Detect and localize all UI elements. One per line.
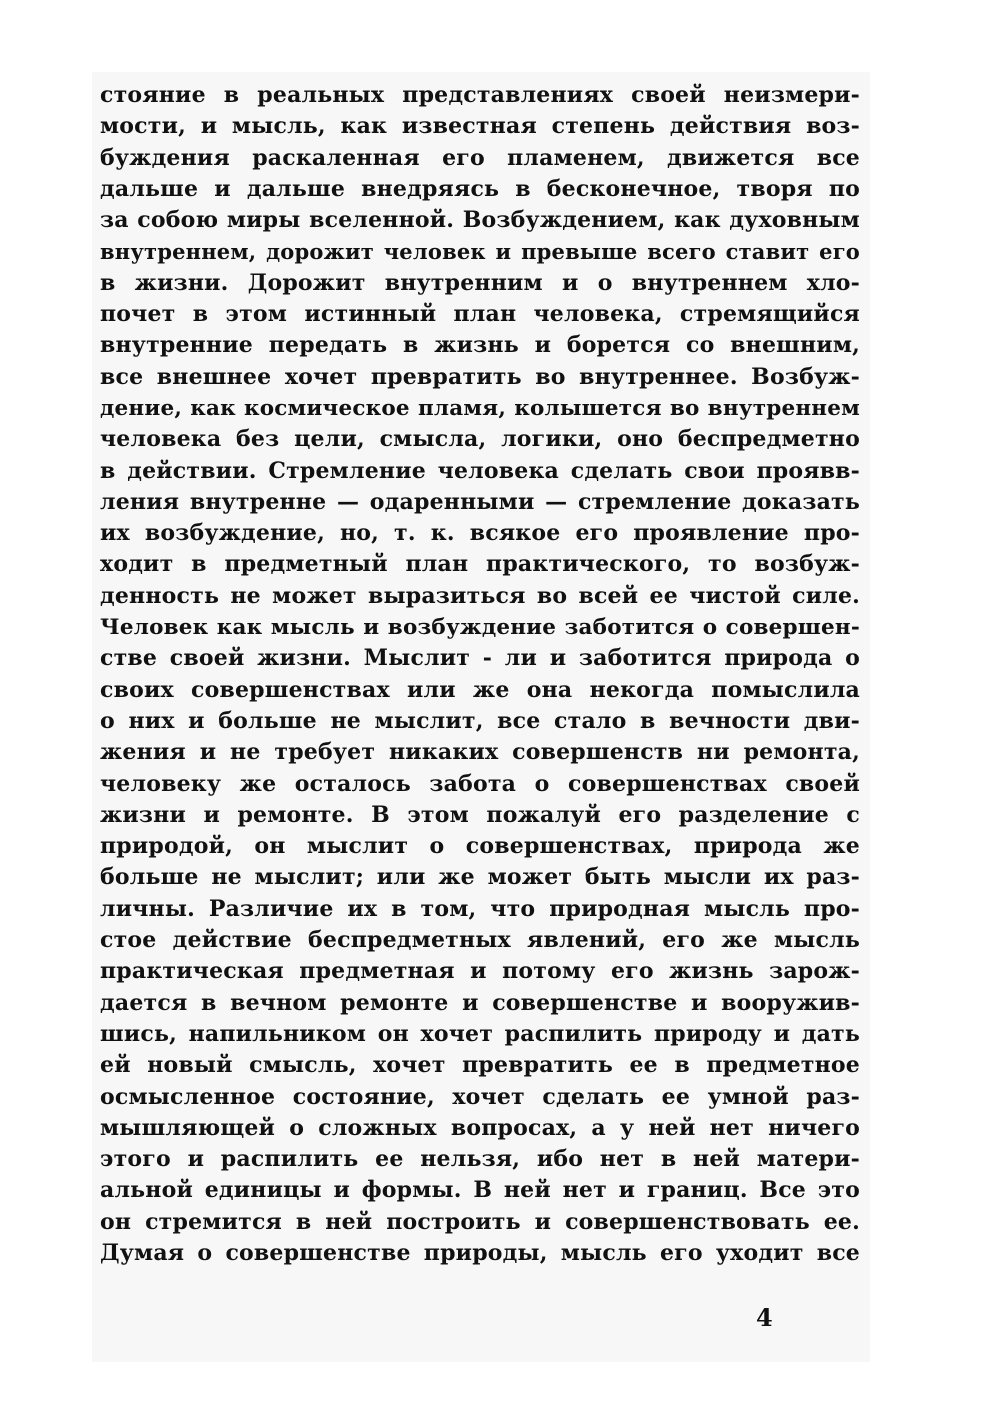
- text-line: все внешнее хочет превратить во внутреннее. Возбуж-: [100, 363, 860, 390]
- text-line: о них и больше не мыслит, все стало в вечности дви-: [100, 707, 860, 734]
- text-line: жения и не требует никаких совершенств ни ремонта,: [100, 739, 860, 766]
- text-line: стояние в реальных представлениях своей неизмери-: [100, 82, 860, 108]
- text-line: жизни и ремонте. В этом пожалуй его разделение с: [100, 801, 860, 828]
- text-line: человека без цели, смысла, логики, оно беспредметно: [100, 426, 860, 453]
- text-line: почет в этом истинный план человека, стремящийся: [100, 301, 860, 328]
- text-line: стве своей жизни. Мыслит - ли и заботится природа о: [100, 645, 860, 672]
- text-line: внутренние передать в жизнь и борется со внешним,: [100, 332, 860, 359]
- text-line: личны. Различие их в том, что природная мысль про-: [100, 895, 860, 922]
- text-line: Думая о совершенстве природы, мысль его уходит все: [100, 1239, 860, 1266]
- text-line: за собою миры вселенной. Возбуждением, как духовным: [100, 207, 860, 234]
- text-line: природой, он мыслит о совершенствах, природа же: [100, 833, 860, 860]
- text-line: в действии. Стремление человека сделать свои проявв-: [100, 457, 860, 484]
- text-line: ей новый смысль, хочет превратить ее в предметное: [100, 1052, 860, 1079]
- text-line: дение, как космическое пламя, колышется во внутреннем: [100, 395, 860, 421]
- text-line: Человек как мысль и возбуждение заботится о совершен-: [100, 615, 860, 641]
- text-line: денность не может выразиться во всей ее чистой силе.: [100, 582, 860, 609]
- text-line: этого и распилить ее нельзя, ибо нет в ней матери-: [100, 1146, 860, 1173]
- text-line: ходит в предметный план практического, то возбуж-: [100, 551, 860, 578]
- text-line: своих совершенствах или же она некогда помыслила: [100, 676, 860, 703]
- text-line: дается в вечном ремонте и совершенстве и вооружив-: [100, 989, 860, 1016]
- text-line: мости, и мысль, как известная степень действия воз-: [100, 113, 860, 140]
- text-line: ления внутренне — одаренными — стремление доказать: [100, 488, 860, 515]
- text-line: внутреннем, дорожит человек и превыше всего ставит его: [100, 239, 860, 265]
- text-line: мышляющей о сложных вопросах, а у ней нет ничего: [100, 1114, 860, 1141]
- text-line: он стремится в ней построить и совершенствовать ее.: [100, 1208, 860, 1235]
- text-line: стое действие беспредметных явлений, его же мысль: [100, 927, 860, 954]
- page-number: 4: [756, 1303, 773, 1332]
- text-line: человеку же осталось забота о совершенствах своей: [100, 770, 860, 797]
- text-line: осмысленное состояние, хочет сделать ее умной раз-: [100, 1083, 860, 1110]
- text-line: шись, напильником он хочет распилить природу и дать: [100, 1020, 860, 1047]
- text-line: больше не мыслит; или же может быть мысли их раз-: [100, 864, 860, 891]
- text-line: практическая предметная и потому его жизнь зарож-: [100, 958, 860, 985]
- text-line: их возбуждение, но, т. к. всякое его проявление про-: [100, 520, 860, 547]
- text-line: в жизни. Дорожит внутренним и о внутреннем хло-: [100, 269, 860, 296]
- text-line: дальше и дальше внедряясь в бесконечное, творя по: [100, 175, 860, 202]
- body-text: [100, 80, 860, 1269]
- text-line: альной единицы и формы. В ней нет и границ. Все это: [100, 1177, 860, 1204]
- text-line: буждения раскаленная его пламенем, движется все: [100, 144, 860, 171]
